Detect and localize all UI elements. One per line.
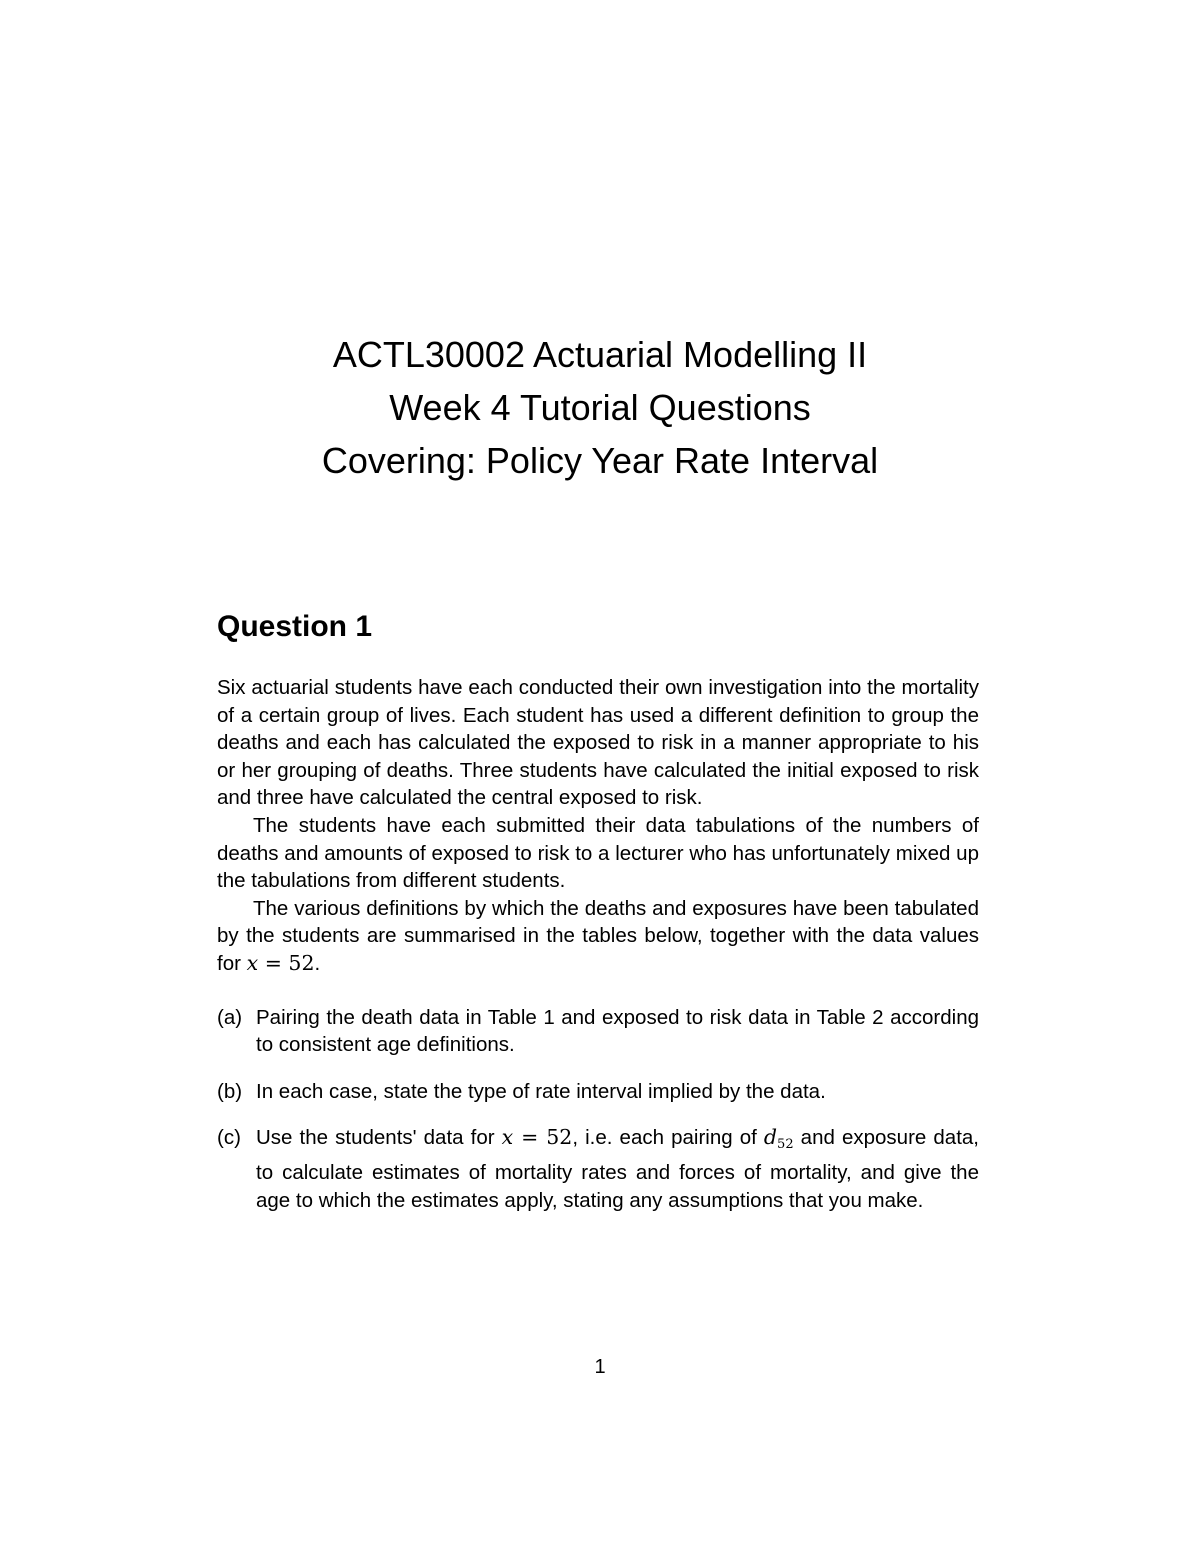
page-number: 1 (594, 1356, 606, 1378)
part-c-label: (c) (217, 1126, 241, 1150)
paragraph-intro: Six actuarial students have each conducted their own investigation into the mortality of a certain group of lives. Each student has used a different definition to group the deaths and each has calculated the exposed to risk in a manner appropriate to his or her grouping of deaths. Three students have calculated the initial exposed to risk and three have calculated the central exposed to risk. (217, 676, 979, 810)
math-variable-x: x (246, 950, 259, 975)
document-title (0, 328, 1200, 487)
part-b-label: (b) (217, 1079, 243, 1103)
part-b-text: In each case, state the type of rate interval implied by the data. (256, 1079, 826, 1103)
paragraph-definitions (217, 895, 979, 978)
topic-title: Covering: Policy Year Rate Interval (321, 440, 879, 481)
part-b (217, 1078, 979, 1106)
part-a-text: Pairing the death data in Table 1 and exposed to risk data in Table 2 according to consistent age definitions. (256, 1005, 979, 1057)
part-c-math-x: x (501, 1125, 514, 1150)
part-a (217, 1004, 979, 1059)
part-c-math-equals-52: = 52 (513, 1125, 573, 1150)
paragraph-tabulations: The students have each submitted their data tabulations of the numbers of deaths and amounts of exposed to risk to a lecturer who has unfortunately mixed up the tabulations from different students. (217, 813, 979, 893)
part-c-text (256, 1124, 979, 1214)
paragraph-definitions-text: The various definitions by which the deaths and exposures have been tabulated by the students are summarised in the tables below, together with the data values for (217, 896, 979, 975)
tutorial-title: Week 4 Tutorial Questions (389, 387, 811, 428)
part-c-text-2: , i.e. each pairing of (572, 1126, 764, 1150)
math-equals-52: = 52 (258, 950, 315, 975)
paragraph-definitions-end: . (314, 951, 321, 975)
part-a-label: (a) (217, 1005, 243, 1029)
course-title: ACTL30002 Actuarial Modelling II (332, 334, 868, 375)
part-c-text-1: Use the students' data for (256, 1126, 502, 1150)
part-c (217, 1124, 979, 1214)
part-c-math-d-subscript: 52 (777, 1137, 794, 1153)
question-parts (217, 1004, 979, 1215)
part-c-math-d: d (763, 1125, 778, 1150)
question-heading: Question 1 (217, 610, 373, 643)
question-body (217, 674, 979, 1233)
part-c-text-3: and exposure data, to calculate estimates of mortality rates and forces of mortality, and give the age to which the estimates apply, stating any assumptions that you make. (256, 1126, 980, 1212)
